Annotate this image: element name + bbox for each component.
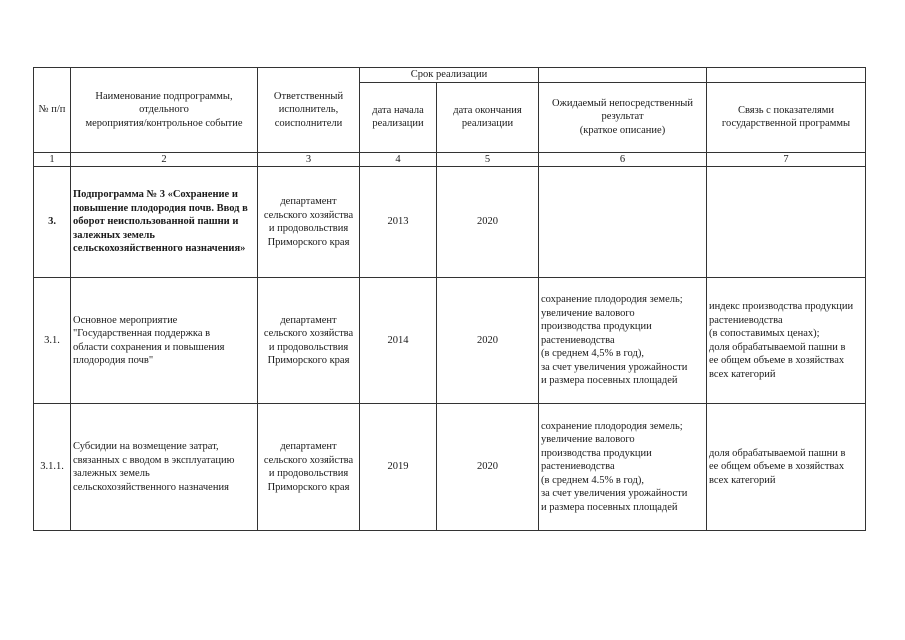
row-start: 2019 (360, 404, 437, 531)
row-link: доля обрабатываемой пашни в ее общем объеме в хозяйствах всех категорий (707, 404, 866, 531)
row-link: индекс производства продукции растениеводства (в сопоставимых ценах); доля обрабатываемой пашни в ее общем объеме в хозяйствах всех категорий (707, 278, 866, 404)
header-result: Ожидаемый непосредственный результат (краткое описание) (539, 82, 707, 152)
header-link-top (707, 68, 866, 83)
row-responsible: департамент сельского хозяйства и продовольствия Приморского края (258, 167, 360, 278)
table-row (34, 278, 866, 404)
column-number: 1 (34, 152, 71, 167)
row-responsible: департамент сельского хозяйства и продовольствия Приморского края (258, 278, 360, 404)
row-num: 3.1. (34, 278, 71, 404)
row-name: Субсидии на возмещение затрат, связанных с вводом в эксплуатацию залежных земель сельскохозяйственного назначения (71, 404, 258, 531)
table-row (34, 167, 866, 278)
row-end: 2020 (437, 278, 539, 404)
header-end: дата окончания реализации (437, 82, 539, 152)
row-start: 2014 (360, 278, 437, 404)
column-number-row (34, 152, 866, 167)
row-num: 3. (34, 167, 71, 278)
column-number: 6 (539, 152, 707, 167)
header-num: № п/п (34, 68, 71, 153)
row-name: Основное мероприятие "Государственная поддержка в области сохранения и повышения плодородия почв" (71, 278, 258, 404)
header-name: Наименование подпрограммы, отдельного мероприятия/контрольное событие (71, 68, 258, 153)
header-responsible: Ответственный исполнитель, соисполнители (258, 68, 360, 153)
table-row (34, 404, 866, 531)
program-table (33, 67, 866, 531)
header-result-top (539, 68, 707, 83)
row-result: сохранение плодородия земель; увеличение валового производства продукции растениеводства (в среднем 4.5% в год), за счет увеличения урожайности и размера посевных площадей (539, 404, 707, 531)
row-num: 3.1.1. (34, 404, 71, 531)
header-start: дата начала реализации (360, 82, 437, 152)
row-start: 2013 (360, 167, 437, 278)
row-end: 2020 (437, 167, 539, 278)
row-name: Подпрограмма № 3 «Сохранение и повышение плодородия почв. Ввод в оборот неиспользованной пашни и залежных земель сельскохозяйственного назначения» (71, 167, 258, 278)
row-link (707, 167, 866, 278)
program-table-container (33, 67, 866, 531)
row-responsible: департамент сельского хозяйства и продовольствия Приморского края (258, 404, 360, 531)
row-end: 2020 (437, 404, 539, 531)
header-period: Срок реализации (360, 68, 539, 83)
column-number: 3 (258, 152, 360, 167)
column-number: 2 (71, 152, 258, 167)
column-number: 4 (360, 152, 437, 167)
row-result: сохранение плодородия земель; увеличение валового производства продукции растениеводства (в среднем 4,5% в год), за счет увеличения урожайности и размера посевных площадей (539, 278, 707, 404)
column-number: 5 (437, 152, 539, 167)
column-number: 7 (707, 152, 866, 167)
row-result (539, 167, 707, 278)
header-link: Связь с показателями государственной программы (707, 82, 866, 152)
